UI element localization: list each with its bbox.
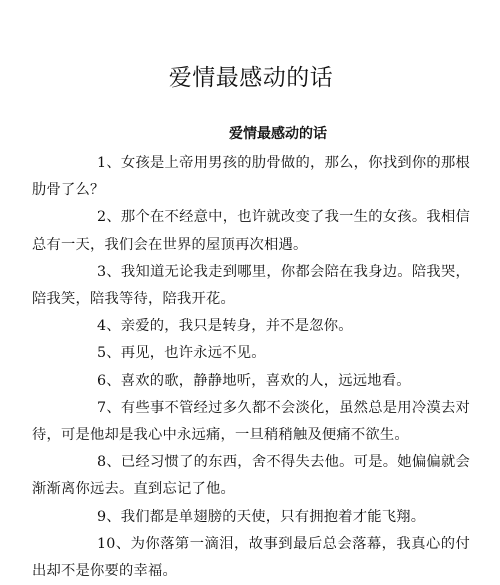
- paragraph-10: 10、为你落第一滴泪，故事到最后总会落幕，我真心的付出却不是你要的幸福。: [32, 535, 470, 580]
- document-body: [32, 150, 470, 585]
- paragraph-8: 8、已经习惯了的东西，舍不得失去他。可是。她偏偏就会渐渐离你远去。直到忘记了他。: [32, 454, 470, 498]
- paragraph-7: 7、有些事不管经过多久都不会淡化，虽然总是用冷漠去对待，可是他却是我心中永远痛，一旦稍稍触及便痛不欲生。: [32, 399, 470, 444]
- paragraph-2: 2、那个在不经意中，也许就改变了我一生的女孩。我相信总有一天，我们会在世界的屋顶再次相遇。: [32, 209, 470, 253]
- paragraph-1: 1、女孩是上帝用男孩的肋骨做的，那么，你找到你的那根肋骨了么？: [32, 155, 470, 199]
- paragraph-6: 6、喜欢的歌，静静地听，喜欢的人，远远地看。: [97, 372, 411, 389]
- paragraph-5: 5、再见，也许永远不见。: [97, 345, 266, 362]
- paragraph-9: 9、我们都是单翅膀的天使，只有拥抱着才能飞翔。: [97, 508, 426, 525]
- document-title: 爱情最感动的话: [168, 65, 334, 91]
- document-subtitle: 爱情最感动的话: [229, 126, 327, 142]
- paragraph-3: 3、我知道无论我走到哪里，你都会陪在我身边。陪我哭，陪我笑，陪我等待，陪我开花。: [32, 263, 470, 308]
- paragraph-4: 4、亲爱的，我只是转身，并不是忽你。: [97, 318, 353, 335]
